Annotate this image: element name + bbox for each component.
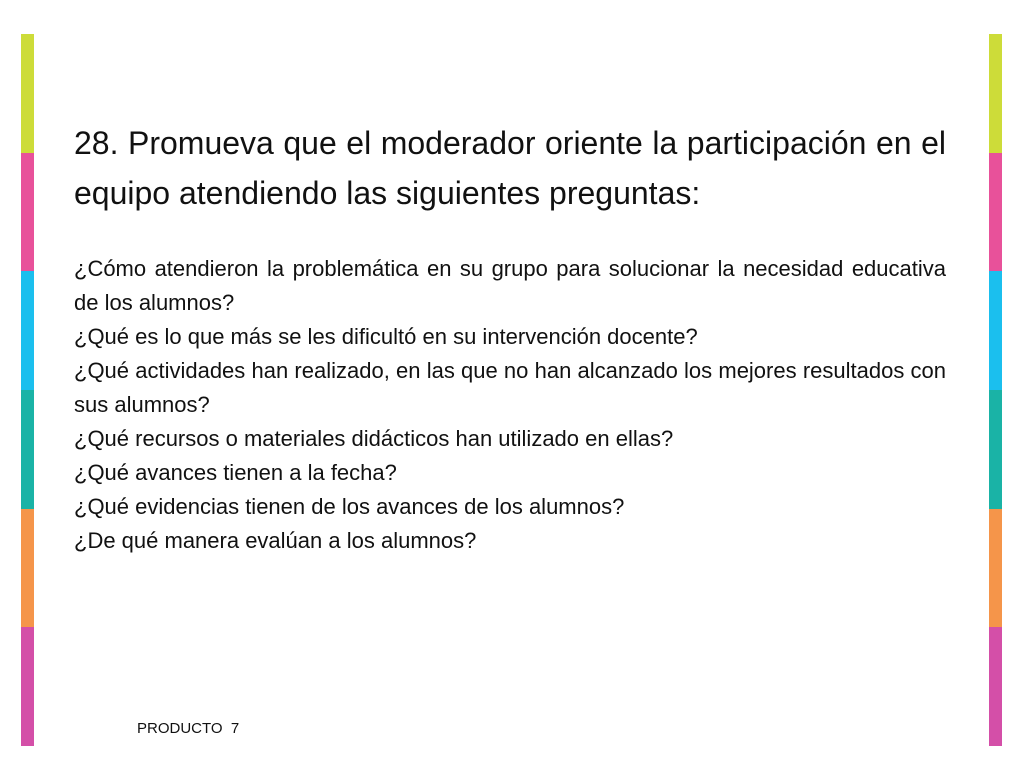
question-3: ¿Qué actividades han realizado, en las que no han alcanzado los mejores resultados con sus alumnos? <box>74 358 946 417</box>
right-color-stripe <box>989 34 1002 746</box>
slide-heading: 28. Promueva que el moderador oriente la participación en el equipo atendiendo las siguientes preguntas: <box>74 125 946 211</box>
left-stripe-segment-1 <box>21 34 34 153</box>
right-stripe-segment-3 <box>989 271 1002 390</box>
left-stripe-segment-3 <box>21 271 34 390</box>
right-stripe-segment-5 <box>989 509 1002 628</box>
question-6: ¿Qué evidencias tienen de los avances de los alumnos? <box>74 494 625 519</box>
product-label: PRODUCTO 7 <box>137 720 240 737</box>
right-stripe-segment-4 <box>989 390 1002 509</box>
slide-content <box>74 118 946 558</box>
question-4: ¿Qué recursos o materiales didácticos han utilizado en ellas? <box>74 426 674 451</box>
left-stripe-segment-6 <box>21 627 34 746</box>
left-color-stripe <box>21 34 34 746</box>
left-stripe-segment-5 <box>21 509 34 628</box>
left-stripe-segment-4 <box>21 390 34 509</box>
right-stripe-segment-1 <box>989 34 1002 153</box>
question-list <box>74 252 946 558</box>
question-1: ¿Cómo atendieron la problemática en su grupo para solucionar la necesidad educativa de los alumnos? <box>74 256 946 315</box>
question-5: ¿Qué avances tienen a la fecha? <box>74 460 397 485</box>
question-7: ¿De qué manera evalúan a los alumnos? <box>74 528 477 553</box>
question-2: ¿Qué es lo que más se les dificultó en su intervención docente? <box>74 324 698 349</box>
left-stripe-segment-2 <box>21 153 34 272</box>
right-stripe-segment-2 <box>989 153 1002 272</box>
right-stripe-segment-6 <box>989 627 1002 746</box>
